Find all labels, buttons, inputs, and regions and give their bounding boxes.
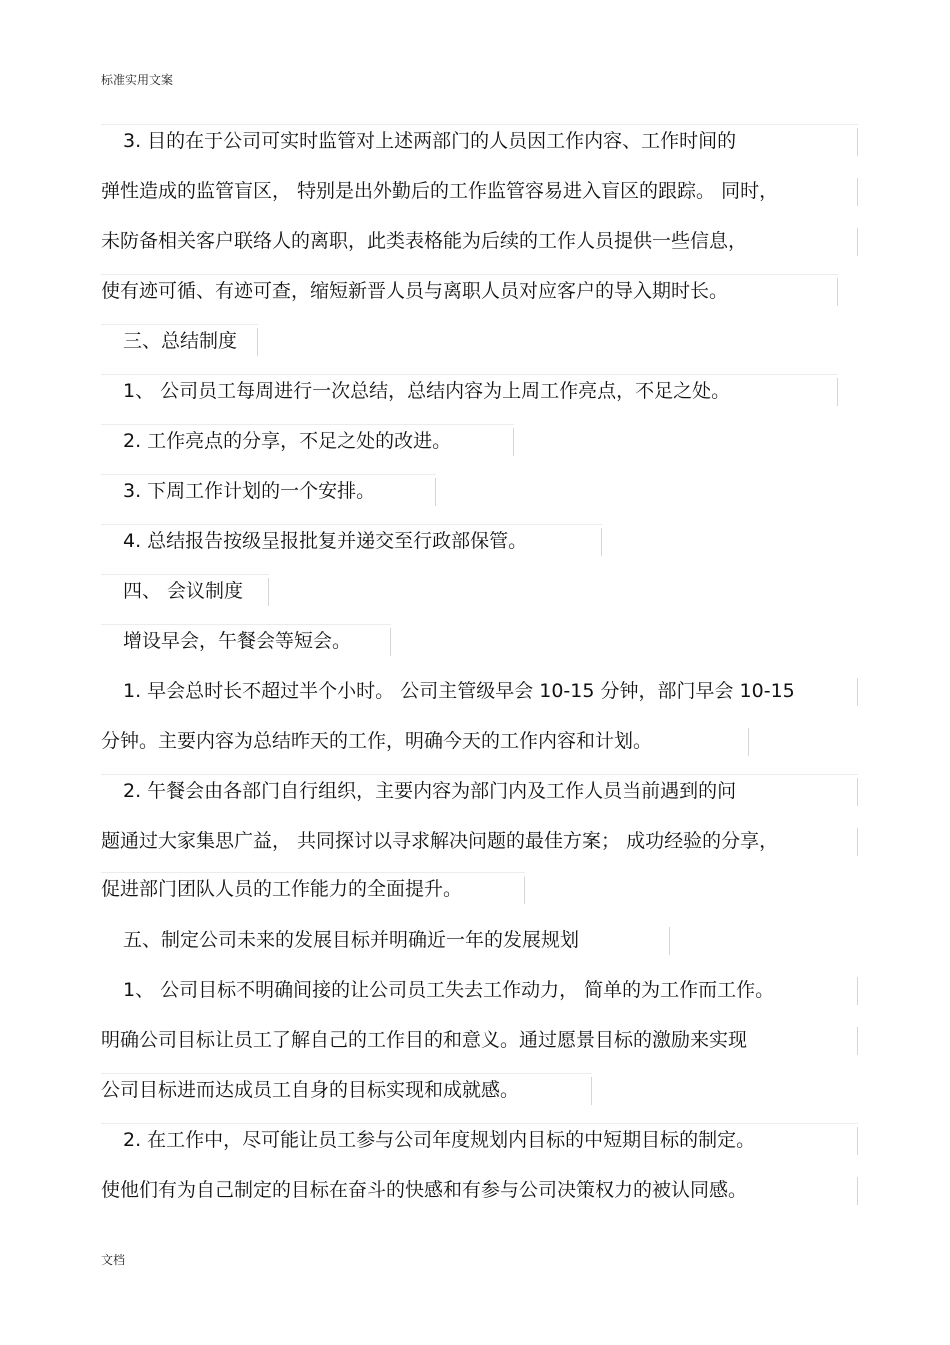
page-header: 标准实用文案 <box>101 73 174 87</box>
paragraph-line: 1. 早会总时长不超过半个小时。 公司主管级早会 10-15 分钟，部门早会 10-15 <box>101 678 858 704</box>
paragraph-line: 4. 总结报告按级呈报批复并递交至行政部保管。 <box>101 528 602 554</box>
section-heading: 五、制定公司未来的发展目标并明确近一年的发展规划 <box>101 927 670 953</box>
paragraph-line: 分钟。主要内容为总结昨天的工作，明确今天的工作内容和计划。 <box>101 728 749 754</box>
paragraph-line: 公司目标进而达成员工自身的目标实现和成就感。 <box>101 1077 592 1103</box>
paragraph-line: 促进部门团队人员的工作能力的全面提升。 <box>101 876 525 902</box>
paragraph-line: 使有迹可循、有迹可查，缩短新晋人员与离职人员对应客户的导入期时长。 <box>101 278 838 304</box>
page-footer: 文档 <box>101 1253 126 1267</box>
paragraph-line: 未防备相关客户联络人的离职，此类表格能为后续的工作人员提供一些信息， <box>101 228 858 254</box>
paragraph-line: 增设早会，午餐会等短会。 <box>101 628 391 654</box>
paragraph-line: 使他们有为自己制定的目标在奋斗的快感和有参与公司决策权力的被认同感。 <box>101 1177 858 1203</box>
paragraph-line: 3. 目的在于公司可实时监管对上述两部门的人员因工作内容、工作时间的 <box>101 128 858 154</box>
paragraph-line: 3. 下周工作计划的一个安排。 <box>101 478 436 504</box>
paragraph-line: 弹性造成的监管盲区， 特别是出外勤后的工作监管容易进入盲区的跟踪。 同时， <box>101 178 858 204</box>
paragraph-line: 2. 工作亮点的分享，不足之处的改进。 <box>101 428 514 454</box>
paragraph-line: 2. 午餐会由各部门自行组织，主要内容为部门内及工作人员当前遇到的问 <box>101 778 858 804</box>
paragraph-line: 1、 公司员工每周进行一次总结，总结内容为上周工作亮点，不足之处。 <box>101 378 838 404</box>
paragraph-line: 2. 在工作中，尽可能让员工参与公司年度规划内目标的中短期目标的制定。 <box>101 1127 858 1153</box>
section-heading: 三、总结制度 <box>101 328 258 354</box>
section-heading: 四、 会议制度 <box>101 578 269 604</box>
paragraph-line: 题通过大家集思广益， 共同探讨以寻求解决问题的最佳方案； 成功经验的分享， <box>101 828 858 854</box>
paragraph-line: 明确公司目标让员工了解自己的工作目的和意义。通过愿景目标的激励来实现 <box>101 1027 858 1053</box>
paragraph-line: 1、 公司目标不明确间接的让公司员工失去工作动力， 简单的为工作而工作。 <box>101 977 858 1003</box>
